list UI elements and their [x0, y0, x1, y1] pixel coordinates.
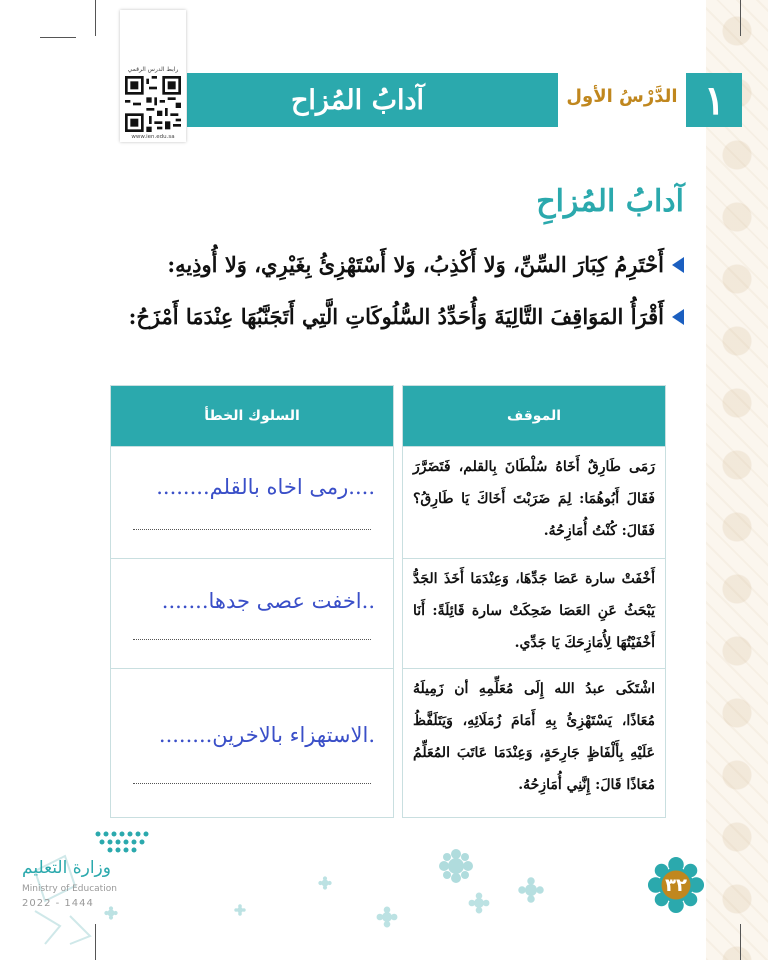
crop-mark	[740, 0, 741, 36]
situation-text: أَخْفَتْ سارة عَصَا جَدِّهَا، وَعِنْدَمَا أَخَذَ الجَدُّ يَبْحَثُ عَنِ العَصَا ضَحِكَتْ سارة قَائِلَةً: أَنَا أَخْفَيْتُهَا لِأُمَازِحَكَ يَا جَدِّي.	[413, 571, 655, 651]
rosette-ornament-icon	[468, 892, 490, 914]
crop-mark	[95, 0, 96, 36]
rosette-ornament-icon	[516, 875, 546, 905]
crop-mark	[40, 37, 76, 38]
column-header-situation: الموقف	[403, 386, 665, 446]
answer-text[interactable]: .الاستهزاء بالاخرين........	[158, 723, 375, 747]
page-title: آدابُ المُزاح	[291, 84, 425, 116]
situation-cell	[403, 668, 665, 818]
answer-text[interactable]: ..اخفت عصى جدها.......	[161, 589, 375, 613]
qr-code-icon[interactable]	[125, 76, 181, 132]
situation-text: رَمَى طَارِقٌ أَخَاهُ سُلْطَانَ بِالقلم، فَتَضَرَّرَ فَقَالَ أَبُوهُمَا: لِمَ ضَرَبْتَ أَخَاكَ يَا طَارِقُ؟ فَقَالَ: كُنْتُ أُمَازِحُهُ.	[413, 459, 655, 539]
situation-column	[402, 385, 666, 818]
lesson-label-box	[558, 62, 686, 130]
decorative-side-pattern	[706, 0, 768, 960]
section-title: آدابُ المُزاحِ	[536, 184, 684, 219]
rosette-ornament-icon	[376, 906, 398, 928]
situation-cell	[403, 558, 665, 669]
instruction-bullet	[129, 304, 684, 329]
instruction-bullet	[167, 252, 684, 277]
answer-line	[133, 529, 371, 530]
qr-caption: رابط الدرس الرقمي	[127, 66, 179, 73]
rosette-ornament-icon	[104, 906, 118, 920]
bullet-triangle-icon	[672, 257, 684, 273]
column-header-behavior: السلوك الخطأ	[111, 386, 393, 446]
qr-url[interactable]: www.ien.edu.sa	[131, 134, 175, 140]
lesson-label: الدَّرْسُ الأول	[566, 85, 678, 107]
ministry-name-en: Ministry of Education	[22, 884, 117, 894]
edition-year: 2022 - 1444	[22, 898, 94, 909]
answer-line	[133, 639, 371, 640]
rosette-ornament-icon	[234, 904, 246, 916]
answer-text[interactable]: ....رمى اخاه بالقلم........	[156, 475, 375, 499]
situation-text: اشْتَكَى عبدُ الله إِلَى مُعَلِّمِهِ أن زَمِيلَهُ مُعَاذًا، يَسْتَهْزِئُ بِهِ أَمَامَ زُمَلَائِهِ، وَيَتَلَفَّظُ عَلَيْهِ بِأَلْفَاظٍ جَارِحَةٍ، وَعِنْدَمَا عَاتَبَ المُعَلِّمُ مُعَاذًا قَالَ: إِنَّنِي أُمَازِحُهُ.	[413, 681, 655, 793]
page-number: ٣٢	[665, 874, 687, 896]
crop-mark	[740, 924, 741, 960]
answer-cell[interactable]	[111, 668, 393, 818]
instruction-text: أَقْرَأُ المَوَاقِفَ التَّالِيَةَ وَأُحَدِّدُ السُّلُوكَاتِ الَّتِي أَتَجَنَّبُهَا عِنْدَمَا أَمْزَحُ:	[128, 304, 664, 329]
behavior-column	[110, 385, 394, 818]
rosette-ornament-icon	[436, 846, 476, 886]
lesson-number: ١	[687, 73, 742, 127]
ministry-name-ar: وزارة التعليم	[22, 858, 111, 878]
answer-line	[133, 783, 371, 784]
qr-card[interactable]	[120, 10, 186, 142]
situation-cell	[403, 446, 665, 559]
answer-cell[interactable]	[111, 558, 393, 669]
instruction-text: أَحْتَرِمُ كِبَارَ السِّنِّ، وَلا أَكْذِبُ، وَلا أَسْتَهْزِئُ بِغَيْرِي، وَلا أُوذِيهِ:	[167, 252, 664, 277]
bullet-triangle-icon	[672, 309, 684, 325]
rosette-ornament-icon	[318, 876, 332, 890]
answer-cell[interactable]	[111, 446, 393, 559]
